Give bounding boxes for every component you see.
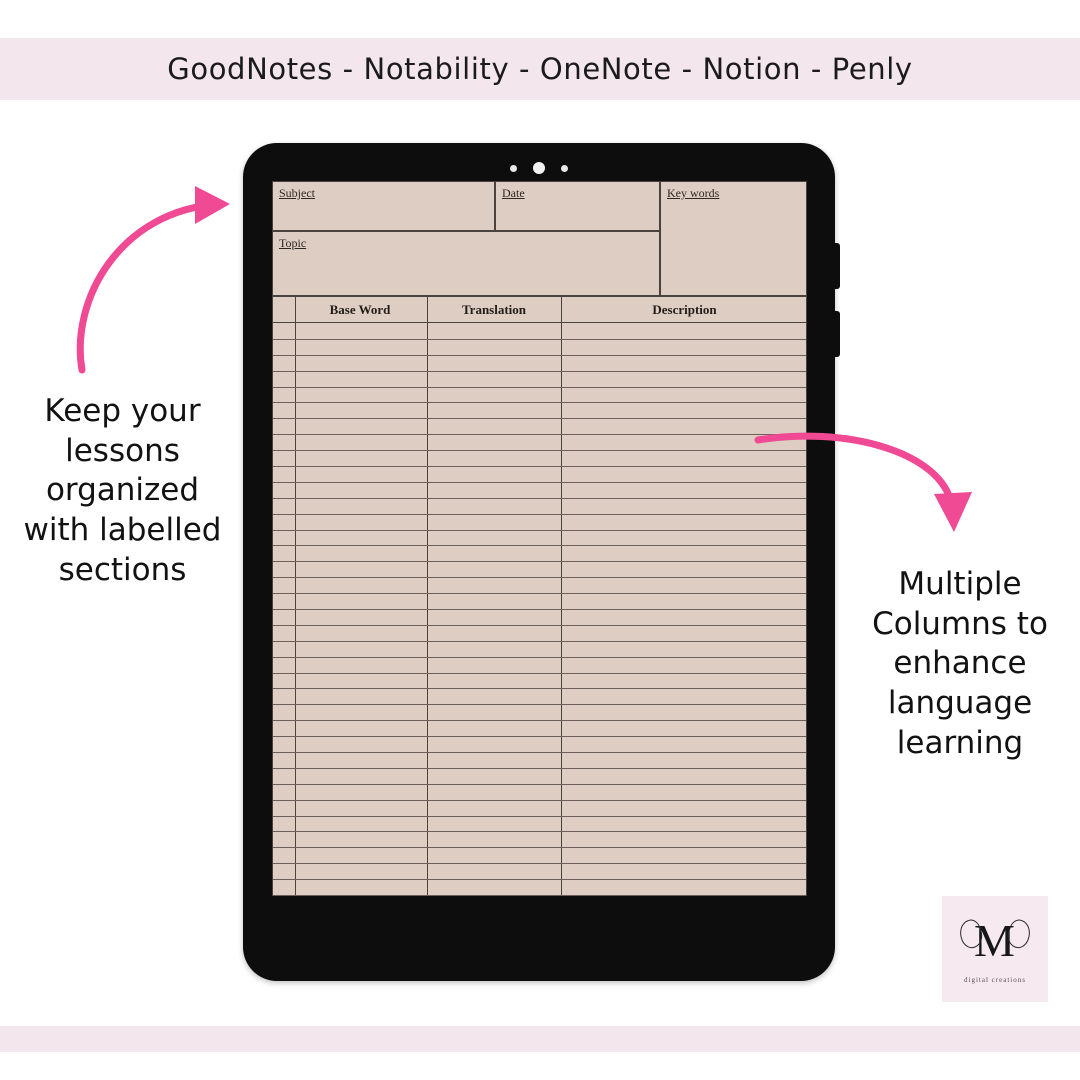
table-row[interactable] bbox=[273, 736, 806, 737]
table-row[interactable] bbox=[273, 418, 806, 419]
table-row[interactable] bbox=[273, 371, 806, 372]
table-row[interactable] bbox=[273, 593, 806, 594]
logo-subtitle: digital creations bbox=[964, 976, 1026, 984]
table-row[interactable] bbox=[273, 514, 806, 515]
logo-monogram: M bbox=[974, 915, 1016, 966]
volume-up-button[interactable] bbox=[834, 243, 840, 289]
table-row[interactable] bbox=[273, 339, 806, 340]
column-header-description: Description bbox=[652, 302, 717, 317]
arrow-left-icon bbox=[60, 180, 290, 380]
field-subject-label: Subject bbox=[279, 186, 315, 200]
field-key-words[interactable] bbox=[660, 181, 807, 296]
bottom-banner bbox=[0, 1026, 1080, 1052]
camera-sensor-dot-right bbox=[561, 165, 568, 172]
table-row[interactable] bbox=[273, 673, 806, 674]
table-row[interactable] bbox=[273, 704, 806, 705]
worksheet-table bbox=[272, 296, 807, 896]
table-row[interactable] bbox=[273, 545, 806, 546]
field-date[interactable] bbox=[495, 181, 660, 231]
top-banner-text: GoodNotes - Notability - OneNote - Notion - Penly bbox=[167, 52, 913, 86]
table-row[interactable] bbox=[273, 831, 806, 832]
table-row[interactable] bbox=[273, 609, 806, 610]
table-row[interactable] bbox=[273, 879, 806, 880]
table-row[interactable] bbox=[273, 355, 806, 356]
table-row[interactable] bbox=[273, 657, 806, 658]
table-row[interactable] bbox=[273, 800, 806, 801]
table-row[interactable] bbox=[273, 752, 806, 753]
table-row[interactable] bbox=[273, 641, 806, 642]
table-row[interactable] bbox=[273, 847, 806, 848]
table-row[interactable] bbox=[273, 387, 806, 388]
annotation-right-text: Multiple Columns to enhance language learning bbox=[872, 566, 1048, 761]
column-header-base-word: Base Word bbox=[329, 302, 391, 317]
camera-lens-icon bbox=[533, 162, 545, 174]
volume-down-button[interactable] bbox=[834, 311, 840, 357]
table-row[interactable] bbox=[273, 784, 806, 785]
table-row[interactable] bbox=[273, 688, 806, 689]
table-row[interactable] bbox=[273, 530, 806, 531]
top-banner bbox=[0, 38, 1080, 100]
table-row[interactable] bbox=[273, 466, 806, 467]
field-topic[interactable] bbox=[272, 231, 660, 296]
table-row[interactable] bbox=[273, 450, 806, 451]
worksheet-page bbox=[272, 181, 807, 896]
brand-logo-card bbox=[942, 896, 1048, 1002]
tablet-device-frame bbox=[243, 143, 835, 981]
annotation-left-text: Keep your lessons organized with labelled sections bbox=[23, 393, 222, 588]
table-row[interactable] bbox=[273, 402, 806, 403]
table-header-row bbox=[273, 297, 806, 323]
arrow-right-icon bbox=[752, 420, 982, 550]
worksheet-header-area bbox=[272, 181, 807, 296]
field-key-words-label: Key words bbox=[667, 186, 720, 200]
field-date-label: Date bbox=[502, 186, 525, 200]
table-row[interactable] bbox=[273, 482, 806, 483]
table-row[interactable] bbox=[273, 863, 806, 864]
table-row[interactable] bbox=[273, 434, 806, 435]
table-row[interactable] bbox=[273, 625, 806, 626]
field-subject[interactable] bbox=[272, 181, 495, 231]
table-row[interactable] bbox=[273, 768, 806, 769]
table-row[interactable] bbox=[273, 498, 806, 499]
camera-sensor-dot-left bbox=[510, 165, 517, 172]
tablet-camera-bar bbox=[484, 157, 594, 179]
table-row[interactable] bbox=[273, 895, 806, 896]
table-row[interactable] bbox=[273, 577, 806, 578]
column-header-translation: Translation bbox=[461, 302, 527, 317]
field-topic-label: Topic bbox=[279, 236, 307, 250]
table-row[interactable] bbox=[273, 561, 806, 562]
table-row[interactable] bbox=[273, 720, 806, 721]
table-row[interactable] bbox=[273, 816, 806, 817]
